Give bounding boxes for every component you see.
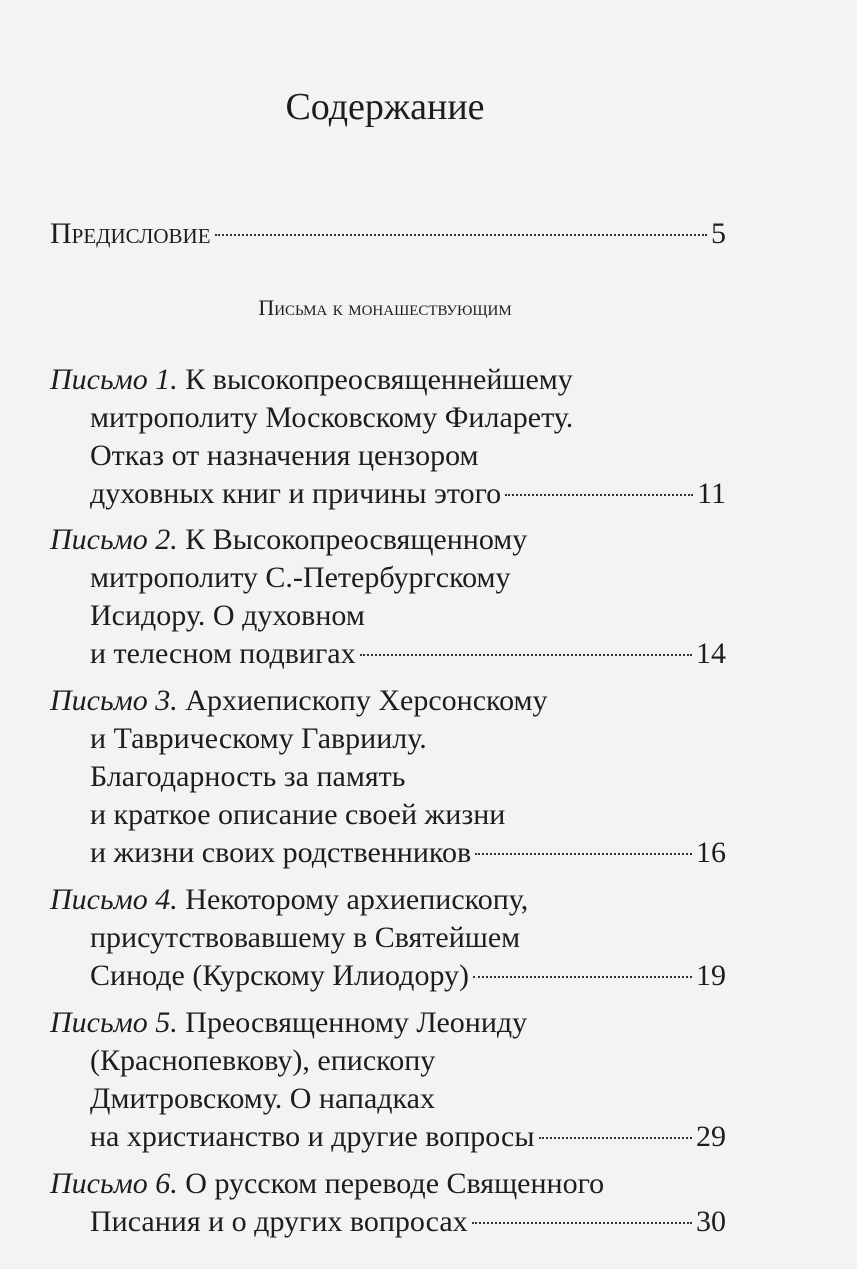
toc-leader [505, 494, 693, 496]
entry-text-line: Писания и о других вопросах [90, 1205, 468, 1238]
toc-entry-letter-4 [50, 881, 726, 919]
toc-entry-letter-6 [50, 1165, 726, 1203]
toc-entry-letter-3 [50, 682, 726, 720]
toc-leader [215, 234, 707, 236]
entry-text-line: (Краснопевкову), епископу [90, 1044, 436, 1077]
toc-page-number: 30 [696, 1205, 726, 1238]
toc-page-number: 14 [696, 637, 726, 670]
entry-text-line: Исидору. О духовном [90, 599, 365, 632]
entry-text-line: К Высокопреосвященному [185, 523, 528, 556]
entry-text-line: К высокопреосвященнейшему [185, 363, 573, 396]
toc-entry-letter-5 [50, 1004, 726, 1042]
entry-text-line: Преосвященному Леониду [185, 1006, 528, 1039]
entry-text-line: и Таврическому Гавриилу. [90, 722, 427, 755]
entry-text-line: и жизни своих родственников [90, 836, 472, 869]
entry-text-line: Отказ от назначения цензором [90, 439, 479, 472]
toc-page-number: 11 [697, 477, 726, 510]
letter-number: Письмо 6. [50, 1167, 178, 1200]
toc-leader [475, 853, 692, 855]
entry-text-line: Некоторому архиепископу, [185, 883, 529, 916]
toc-leader [473, 976, 692, 978]
toc-entry-last-line [90, 957, 726, 995]
toc-entry-preface [50, 215, 726, 253]
toc-entry-letter-1 [50, 361, 726, 399]
letter-number: Письмо 4. [50, 883, 178, 916]
letter-number: Письмо 3. [50, 684, 178, 717]
entry-text-line: митрополиту С.-Петербургскому [90, 561, 511, 594]
section-heading: Письма к монашествующим [258, 295, 512, 320]
toc-entry-last-line [90, 834, 726, 872]
toc-entry-last-line [90, 1203, 726, 1241]
entry-text-line: Архиепископу Херсонскому [185, 684, 548, 717]
letter-number: Письмо 5. [50, 1006, 178, 1039]
toc-page-number: 29 [696, 1120, 726, 1153]
entry-text-line: духовных книг и причины этого [90, 477, 502, 510]
toc-leader [539, 1137, 693, 1139]
toc-entry-last-line [90, 1118, 726, 1156]
toc-leader [472, 1222, 692, 1224]
page-title: Содержание [285, 86, 485, 128]
entry-text-line: О русском переводе Священного [185, 1167, 605, 1200]
entry-text-line: присутствовавшему в Святейшем [90, 921, 521, 954]
entry-text-line: Синоде (Курскому Илиодору) [90, 959, 470, 992]
toc-entry-last-line [90, 635, 726, 673]
toc-entry-label: Предисловие [50, 217, 211, 250]
entry-text-line: митрополиту Московскому Филарету. [90, 401, 574, 434]
entry-text-line: Благодарность за память [90, 760, 406, 793]
toc-page-number: 16 [696, 836, 726, 869]
toc-leader [360, 654, 692, 656]
letter-number: Письмо 2. [50, 523, 178, 556]
entry-text-line: и телесном подвигах [90, 637, 356, 670]
entry-text-line: Дмитровскому. О нападках [90, 1082, 435, 1115]
toc-entry-last-line [90, 475, 726, 513]
toc-entry-letter-2 [50, 521, 726, 559]
entry-text-line: и краткое описание своей жизни [90, 798, 506, 831]
toc-page-number: 19 [696, 959, 726, 992]
entry-text-line: на христианство и другие вопросы [90, 1120, 535, 1153]
toc-page-number: 5 [711, 217, 726, 250]
letter-number: Письмо 1. [50, 363, 178, 396]
